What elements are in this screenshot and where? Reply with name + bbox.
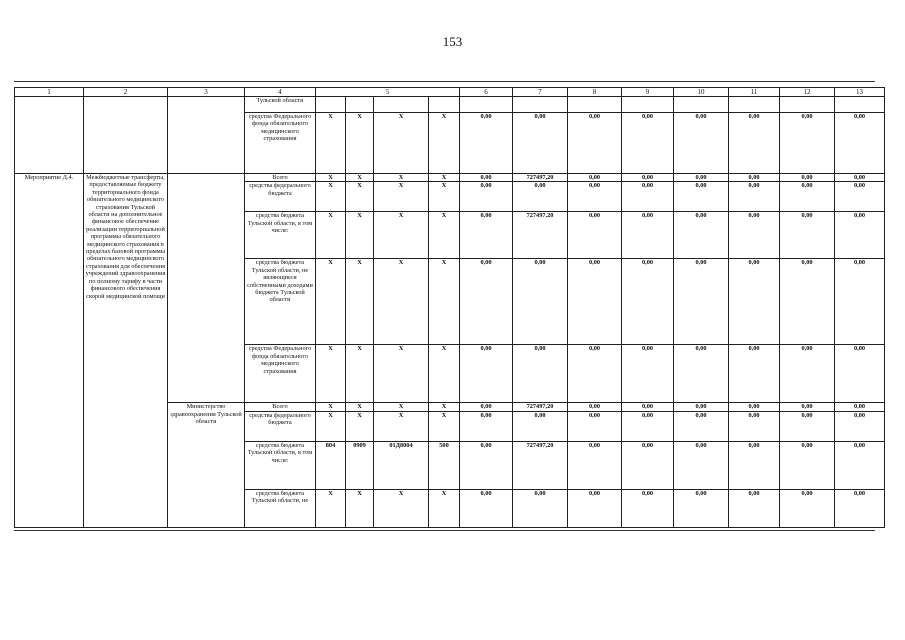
value-cell: 0,00 — [729, 259, 780, 345]
value-cell: 0,00 — [780, 259, 835, 345]
value-cell — [460, 97, 513, 113]
value-cell: 727497,20 — [513, 403, 568, 411]
top-rule — [14, 81, 875, 82]
value-cell — [780, 97, 835, 113]
bottom-rule — [14, 530, 875, 531]
empty-cell — [15, 97, 84, 174]
source-cell: средства федерального бюджета — [245, 411, 316, 441]
code-cell: Х — [346, 345, 374, 403]
value-cell: 0,00 — [835, 489, 885, 527]
header-cell: 2 — [84, 88, 168, 97]
code-cell: Х — [429, 113, 460, 174]
value-cell: 0,00 — [674, 403, 729, 411]
value-cell: 0,00 — [729, 489, 780, 527]
table-row — [15, 97, 885, 113]
value-cell: 0,00 — [568, 174, 622, 182]
source-cell: Всего — [245, 174, 316, 182]
code-cell: Х — [429, 411, 460, 441]
empty-cell — [168, 97, 245, 174]
header-cell: 8 — [568, 88, 622, 97]
value-cell: 0,00 — [460, 411, 513, 441]
value-cell: 0,00 — [835, 212, 885, 259]
value-cell: 0,00 — [568, 403, 622, 411]
code-cell: Х — [346, 259, 374, 345]
value-cell: 0,00 — [513, 411, 568, 441]
value-cell: 0,00 — [622, 403, 674, 411]
code-cell: Х — [429, 489, 460, 527]
budget-table — [14, 87, 885, 528]
value-cell: 0,00 — [622, 489, 674, 527]
header-cell: 7 — [513, 88, 568, 97]
value-cell: 0,00 — [835, 403, 885, 411]
value-cell: 0,00 — [568, 345, 622, 403]
value-cell: 0,00 — [622, 411, 674, 441]
code-cell: Х — [316, 411, 346, 441]
code-cell: Х — [429, 345, 460, 403]
empty-cell — [84, 97, 168, 174]
source-cell: средства федерального бюджета — [245, 182, 316, 212]
event-description: Межбюджетные трансферты, предоставляемые бюджету территориального фонда обязательного медицинского страхования Тульской области на дополнительное финансовое обеспечение реализации территориальной программы обязательного медицинского страхования в пределах базовой программы обязательного медицинского страхования для обеспечения учреждений здравоохранения по полному тарифу в части финансового обеспечения скорой медицинской помощи — [84, 174, 168, 528]
value-cell: 0,00 — [460, 174, 513, 182]
source-cell: средства Федерального фонда обязательного медицинского страхования — [245, 345, 316, 403]
source-cell: Тульской области — [245, 97, 316, 113]
value-cell: 0,00 — [460, 345, 513, 403]
value-cell: 0,00 — [568, 411, 622, 441]
value-cell: 0,00 — [674, 113, 729, 174]
value-cell: 0,00 — [729, 182, 780, 212]
value-cell: 0,00 — [622, 182, 674, 212]
header-cell: 12 — [780, 88, 835, 97]
value-cell: 0,00 — [729, 403, 780, 411]
code-cell: Х — [316, 345, 346, 403]
header-cell: 4 — [245, 88, 316, 97]
value-cell: 0,00 — [780, 403, 835, 411]
header-cell: 9 — [622, 88, 674, 97]
code-cell — [346, 97, 374, 113]
value-cell: 0,00 — [674, 182, 729, 212]
value-cell: 0,00 — [729, 212, 780, 259]
value-cell: 0,00 — [460, 489, 513, 527]
value-cell: 0,00 — [460, 212, 513, 259]
code-cell — [374, 97, 429, 113]
value-cell: 0,00 — [460, 403, 513, 411]
value-cell: 0,00 — [513, 259, 568, 345]
code-cell: Х — [346, 403, 374, 411]
code-cell: Х — [429, 174, 460, 182]
header-row — [15, 88, 885, 97]
table-row — [15, 174, 885, 182]
value-cell: 0,00 — [835, 182, 885, 212]
value-cell: 0,00 — [835, 411, 885, 441]
value-cell — [729, 97, 780, 113]
value-cell: 0,00 — [729, 113, 780, 174]
code-cell: Х — [374, 411, 429, 441]
value-cell: 0,00 — [835, 174, 885, 182]
value-cell: 0,00 — [460, 441, 513, 489]
value-cell: 727497,20 — [513, 441, 568, 489]
value-cell — [622, 97, 674, 113]
empty-cell — [168, 174, 245, 403]
code-cell: Х — [429, 403, 460, 411]
code-cell: Х — [429, 182, 460, 212]
value-cell: 0,00 — [780, 411, 835, 441]
code-cell: Х — [374, 345, 429, 403]
value-cell: 0,00 — [622, 212, 674, 259]
code-cell: Х — [374, 212, 429, 259]
value-cell: 0,00 — [622, 259, 674, 345]
event-title: Мероприятие Д.4. — [15, 174, 84, 528]
value-cell: 0,00 — [835, 113, 885, 174]
value-cell: 0,00 — [622, 174, 674, 182]
code-cell: Х — [374, 174, 429, 182]
value-cell: 0,00 — [568, 113, 622, 174]
value-cell: 0,00 — [729, 345, 780, 403]
code-cell: Х — [374, 403, 429, 411]
value-cell — [568, 97, 622, 113]
value-cell: 0,00 — [513, 182, 568, 212]
value-cell: 0,00 — [513, 113, 568, 174]
code-cell: Х — [346, 182, 374, 212]
header-cell: 10 — [674, 88, 729, 97]
source-cell: средства Федерального фонда обязательного медицинского страхования — [245, 113, 316, 174]
code-cell: 500 — [429, 441, 460, 489]
header-cell: 6 — [460, 88, 513, 97]
code-cell: Х — [374, 489, 429, 527]
value-cell: 0,00 — [568, 259, 622, 345]
value-cell: 0,00 — [674, 489, 729, 527]
code-cell — [316, 97, 346, 113]
value-cell: 0,00 — [780, 113, 835, 174]
code-cell: 01Д8004 — [374, 441, 429, 489]
value-cell: 0,00 — [674, 345, 729, 403]
value-cell: 0,00 — [780, 182, 835, 212]
value-cell: 0,00 — [729, 174, 780, 182]
value-cell: 0,00 — [674, 259, 729, 345]
value-cell: 0,00 — [835, 441, 885, 489]
source-cell: средства бюджета Тульской области, не являющиеся собственными доходами бюджета Тульской области — [245, 259, 316, 345]
value-cell: 0,00 — [622, 441, 674, 489]
responsible-cell: Министерство здравоохранения Тульской области — [168, 403, 245, 527]
value-cell: 0,00 — [729, 411, 780, 441]
code-cell: Х — [316, 113, 346, 174]
value-cell: 0,00 — [674, 411, 729, 441]
value-cell: 0,00 — [780, 174, 835, 182]
code-cell: Х — [346, 113, 374, 174]
code-cell — [429, 97, 460, 113]
value-cell: 0,00 — [568, 441, 622, 489]
header-cell: 5 — [316, 88, 460, 97]
code-cell: Х — [316, 489, 346, 527]
code-cell: Х — [346, 212, 374, 259]
code-cell: Х — [429, 259, 460, 345]
code-cell: Х — [316, 182, 346, 212]
value-cell — [835, 97, 885, 113]
value-cell — [513, 97, 568, 113]
value-cell: 0,00 — [674, 212, 729, 259]
value-cell: 0,00 — [460, 182, 513, 212]
value-cell: 0,00 — [674, 174, 729, 182]
code-cell: Х — [346, 174, 374, 182]
header-cell: 13 — [835, 88, 885, 97]
value-cell: 0,00 — [568, 489, 622, 527]
value-cell: 0,00 — [780, 489, 835, 527]
source-cell: Всего — [245, 403, 316, 411]
code-cell: Х — [374, 113, 429, 174]
value-cell: 0,00 — [622, 345, 674, 403]
value-cell — [674, 97, 729, 113]
page-number: 153 — [442, 34, 463, 49]
source-cell: средства бюджета Тульской области, в том числе: — [245, 441, 316, 489]
value-cell: 0,00 — [460, 113, 513, 174]
value-cell: 727497,20 — [513, 174, 568, 182]
value-cell: 0,00 — [513, 489, 568, 527]
code-cell: 804 — [316, 441, 346, 489]
code-cell: Х — [374, 182, 429, 212]
code-cell: Х — [346, 411, 374, 441]
value-cell: 0,00 — [780, 345, 835, 403]
value-cell: 0,00 — [729, 441, 780, 489]
value-cell: 0,00 — [568, 182, 622, 212]
code-cell: 0909 — [346, 441, 374, 489]
code-cell: Х — [374, 259, 429, 345]
value-cell: 0,00 — [780, 212, 835, 259]
value-cell: 0,00 — [622, 113, 674, 174]
value-cell: 0,00 — [674, 441, 729, 489]
value-cell: 0,00 — [460, 259, 513, 345]
header-cell: 11 — [729, 88, 780, 97]
source-cell: средства бюджета Тульской области, в том числе: — [245, 212, 316, 259]
value-cell: 0,00 — [780, 441, 835, 489]
code-cell: Х — [346, 489, 374, 527]
value-cell: 0,00 — [568, 212, 622, 259]
header-cell: 3 — [168, 88, 245, 97]
header-cell: 1 — [15, 88, 84, 97]
code-cell: Х — [316, 403, 346, 411]
source-cell: средства бюджета Тульской области, не — [245, 489, 316, 527]
value-cell: 0,00 — [835, 259, 885, 345]
code-cell: Х — [316, 259, 346, 345]
code-cell: Х — [316, 174, 346, 182]
value-cell: 0,00 — [835, 345, 885, 403]
value-cell: 727497,20 — [513, 212, 568, 259]
code-cell: Х — [429, 212, 460, 259]
code-cell: Х — [316, 212, 346, 259]
value-cell: 0,00 — [513, 345, 568, 403]
